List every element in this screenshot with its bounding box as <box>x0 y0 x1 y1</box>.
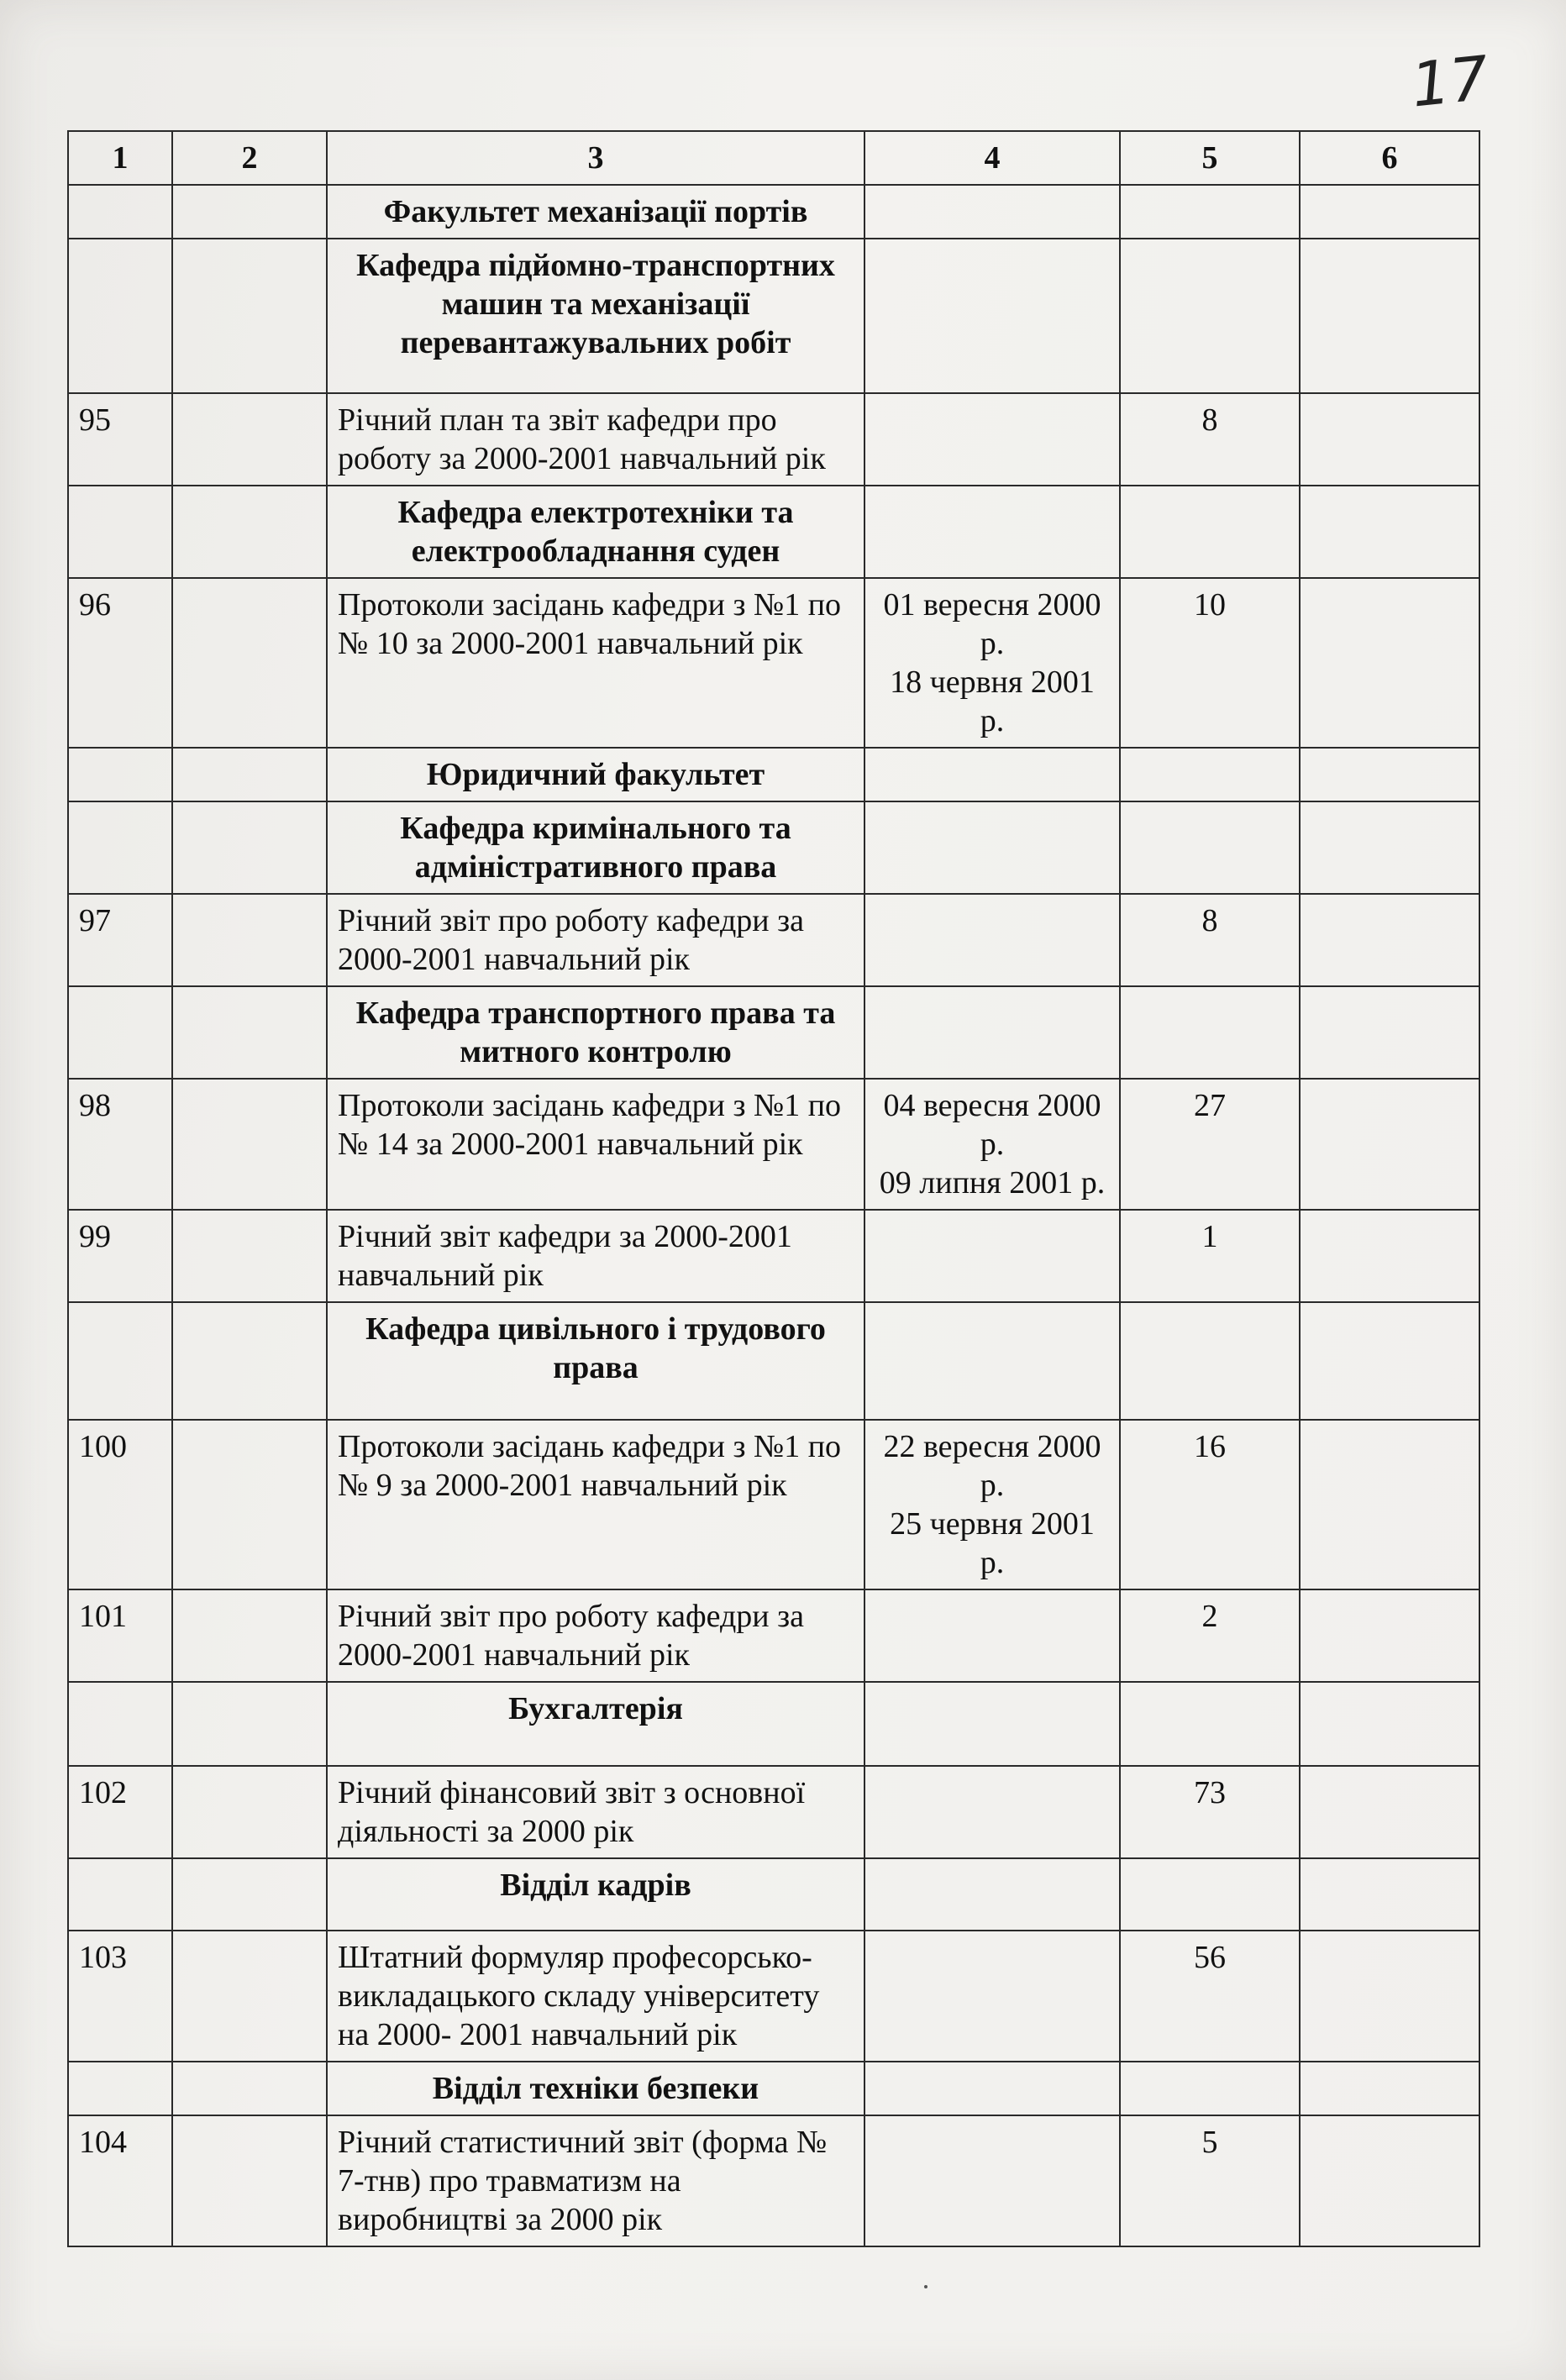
item-number: 97 <box>68 894 172 986</box>
col-2-cell <box>172 748 327 801</box>
table-row <box>68 1420 1479 1589</box>
col-2-cell <box>172 578 327 748</box>
item-title: Річний звіт про роботу кафедри за 2000-2001 навчальний рік <box>327 894 864 986</box>
col-4-cell <box>864 185 1120 239</box>
col-5-cell <box>1120 185 1300 239</box>
col-5-cell <box>1120 486 1300 578</box>
section-row <box>68 748 1479 801</box>
col-1-cell <box>68 1682 172 1766</box>
item-dates <box>864 393 1120 486</box>
col-1-cell <box>68 2062 172 2115</box>
section-row <box>68 239 1479 393</box>
section-row <box>68 2062 1479 2115</box>
col-4-cell <box>864 986 1120 1079</box>
item-title: Річний план та звіт кафедри про роботу за 2000-2001 навчальний рік <box>327 393 864 486</box>
date-to: 18 червня 2001 р. <box>890 665 1095 738</box>
section-title: Кафедра електротехніки та електрообладнання суден <box>327 486 864 578</box>
section-title: Кафедра цивільного і трудового права <box>327 1302 864 1420</box>
col-1-cell <box>68 1858 172 1931</box>
col-5-cell <box>1120 986 1300 1079</box>
header-col-3: 3 <box>327 131 864 185</box>
date-from: 04 вересня 2000 р. <box>883 1088 1101 1162</box>
header-col-2: 2 <box>172 131 327 185</box>
table-row <box>68 2115 1479 2246</box>
item-title: Штатний формуляр професорсько-викладацького складу університету на 2000- 2001 навчальний рік <box>327 1931 864 2062</box>
col-1-cell <box>68 748 172 801</box>
col-4-cell <box>864 239 1120 393</box>
item-dates <box>864 1766 1120 1858</box>
col-6-cell <box>1300 1682 1479 1766</box>
item-dates <box>864 894 1120 986</box>
col-2-cell <box>172 801 327 894</box>
col-6-cell <box>1300 239 1479 393</box>
col-5-cell <box>1120 1682 1300 1766</box>
section-title: Відділ кадрів <box>327 1858 864 1931</box>
col-2-cell <box>172 1079 327 1210</box>
col-4-cell <box>864 1682 1120 1766</box>
item-number: 96 <box>68 578 172 748</box>
col-6-cell <box>1300 1079 1479 1210</box>
section-title: Юридичний факультет <box>327 748 864 801</box>
header-col-4: 4 <box>864 131 1120 185</box>
col-6-cell <box>1300 1420 1479 1589</box>
section-title: Кафедра підйомно-транспортних машин та механізації перевантажувальних робіт <box>327 239 864 393</box>
table-row <box>68 393 1479 486</box>
col-5-cell <box>1120 801 1300 894</box>
col-2-cell <box>172 894 327 986</box>
col-6-cell <box>1300 1858 1479 1931</box>
item-number: 104 <box>68 2115 172 2246</box>
col-4-cell <box>864 486 1120 578</box>
col-2-cell <box>172 486 327 578</box>
col-5-cell <box>1120 2062 1300 2115</box>
col-2-cell <box>172 1682 327 1766</box>
section-row <box>68 801 1479 894</box>
item-sheets: 5 <box>1120 2115 1300 2246</box>
col-6-cell <box>1300 486 1479 578</box>
item-dates <box>864 1931 1120 2062</box>
section-title: Кафедра транспортного права та митного контролю <box>327 986 864 1079</box>
col-5-cell <box>1120 239 1300 393</box>
col-1-cell <box>68 801 172 894</box>
header-col-6: 6 <box>1300 131 1479 185</box>
col-6-cell <box>1300 393 1479 486</box>
col-5-cell <box>1120 1858 1300 1931</box>
date-to: 25 червня 2001 р. <box>890 1506 1095 1580</box>
item-dates <box>864 1420 1120 1589</box>
table-row <box>68 1589 1479 1682</box>
table-row <box>68 1766 1479 1858</box>
col-6-cell <box>1300 1210 1479 1302</box>
col-6-cell <box>1300 1302 1479 1420</box>
col-4-cell <box>864 1858 1120 1931</box>
col-6-cell <box>1300 1931 1479 2062</box>
col-6-cell <box>1300 986 1479 1079</box>
section-row <box>68 1682 1479 1766</box>
col-2-cell <box>172 1589 327 1682</box>
item-sheets: 8 <box>1120 894 1300 986</box>
col-6-cell <box>1300 578 1479 748</box>
col-4-cell <box>864 801 1120 894</box>
section-row <box>68 185 1479 239</box>
item-number: 102 <box>68 1766 172 1858</box>
table-row <box>68 1079 1479 1210</box>
header-col-1: 1 <box>68 131 172 185</box>
item-number: 100 <box>68 1420 172 1589</box>
item-number: 103 <box>68 1931 172 2062</box>
table-row <box>68 894 1479 986</box>
register-table <box>67 130 1480 2247</box>
item-sheets: 56 <box>1120 1931 1300 2062</box>
col-2-cell <box>172 986 327 1079</box>
section-row <box>68 486 1479 578</box>
col-2-cell <box>172 185 327 239</box>
date-from: 01 вересня 2000 р. <box>883 587 1101 661</box>
section-title: Бухгалтерія <box>327 1682 864 1766</box>
item-dates <box>864 1589 1120 1682</box>
item-number: 99 <box>68 1210 172 1302</box>
item-title: Протоколи засідань кафедри з №1 по № 9 за 2000-2001 навчальний рік <box>327 1420 864 1589</box>
item-sheets: 73 <box>1120 1766 1300 1858</box>
section-title: Відділ техніки безпеки <box>327 2062 864 2115</box>
col-2-cell <box>172 2062 327 2115</box>
col-2-cell <box>172 239 327 393</box>
section-title: Факультет механізації портів <box>327 185 864 239</box>
date-from: 22 вересня 2000 р. <box>883 1429 1101 1503</box>
item-title: Річний фінансовий звіт з основної діяльності за 2000 рік <box>327 1766 864 1858</box>
item-number: 98 <box>68 1079 172 1210</box>
item-number: 101 <box>68 1589 172 1682</box>
col-2-cell <box>172 1858 327 1931</box>
item-dates <box>864 1079 1120 1210</box>
section-title: Кафедра кримінального та адміністративного права <box>327 801 864 894</box>
col-2-cell <box>172 393 327 486</box>
col-5-cell <box>1120 748 1300 801</box>
col-1-cell <box>68 486 172 578</box>
col-6-cell <box>1300 185 1479 239</box>
item-number: 95 <box>68 393 172 486</box>
col-1-cell <box>68 1302 172 1420</box>
col-2-cell <box>172 1766 327 1858</box>
item-title: Річний звіт про роботу кафедри за 2000-2001 навчальний рік <box>327 1589 864 1682</box>
col-1-cell <box>68 185 172 239</box>
section-row <box>68 1302 1479 1420</box>
item-dates <box>864 1210 1120 1302</box>
item-sheets: 27 <box>1120 1079 1300 1210</box>
col-6-cell <box>1300 748 1479 801</box>
col-1-cell <box>68 239 172 393</box>
col-6-cell <box>1300 1589 1479 1682</box>
item-sheets: 10 <box>1120 578 1300 748</box>
register-body <box>68 185 1479 2246</box>
col-5-cell <box>1120 1302 1300 1420</box>
header-row <box>68 131 1479 185</box>
col-2-cell <box>172 1302 327 1420</box>
item-title: Протоколи засідань кафедри з №1 по № 14 за 2000-2001 навчальний рік <box>327 1079 864 1210</box>
item-title: Протоколи засідань кафедри з №1 по № 10 за 2000-2001 навчальний рік <box>327 578 864 748</box>
col-2-cell <box>172 1420 327 1589</box>
header-col-5: 5 <box>1120 131 1300 185</box>
col-1-cell <box>68 986 172 1079</box>
col-4-cell <box>864 1302 1120 1420</box>
col-6-cell <box>1300 1766 1479 1858</box>
item-sheets: 8 <box>1120 393 1300 486</box>
table-row <box>68 1210 1479 1302</box>
col-2-cell <box>172 2115 327 2246</box>
col-2-cell <box>172 1931 327 2062</box>
section-row <box>68 1858 1479 1931</box>
date-to: 09 липня 2001 р. <box>879 1165 1106 1201</box>
col-6-cell <box>1300 801 1479 894</box>
table-row <box>68 578 1479 748</box>
col-6-cell <box>1300 894 1479 986</box>
item-sheets: 16 <box>1120 1420 1300 1589</box>
item-sheets: 2 <box>1120 1589 1300 1682</box>
item-title: Річний звіт кафедри за 2000-2001 навчальний рік <box>327 1210 864 1302</box>
col-4-cell <box>864 748 1120 801</box>
section-row <box>68 986 1479 1079</box>
ink-dot <box>924 2285 928 2288</box>
item-sheets: 1 <box>1120 1210 1300 1302</box>
col-2-cell <box>172 1210 327 1302</box>
item-dates <box>864 578 1120 748</box>
page-number: 17 <box>1407 42 1492 121</box>
col-6-cell <box>1300 2115 1479 2246</box>
item-title: Річний статистичний звіт (форма № 7-тнв) про травматизм на виробництві за 2000 рік <box>327 2115 864 2246</box>
col-4-cell <box>864 2062 1120 2115</box>
col-6-cell <box>1300 2062 1479 2115</box>
item-dates <box>864 2115 1120 2246</box>
table-row <box>68 1931 1479 2062</box>
